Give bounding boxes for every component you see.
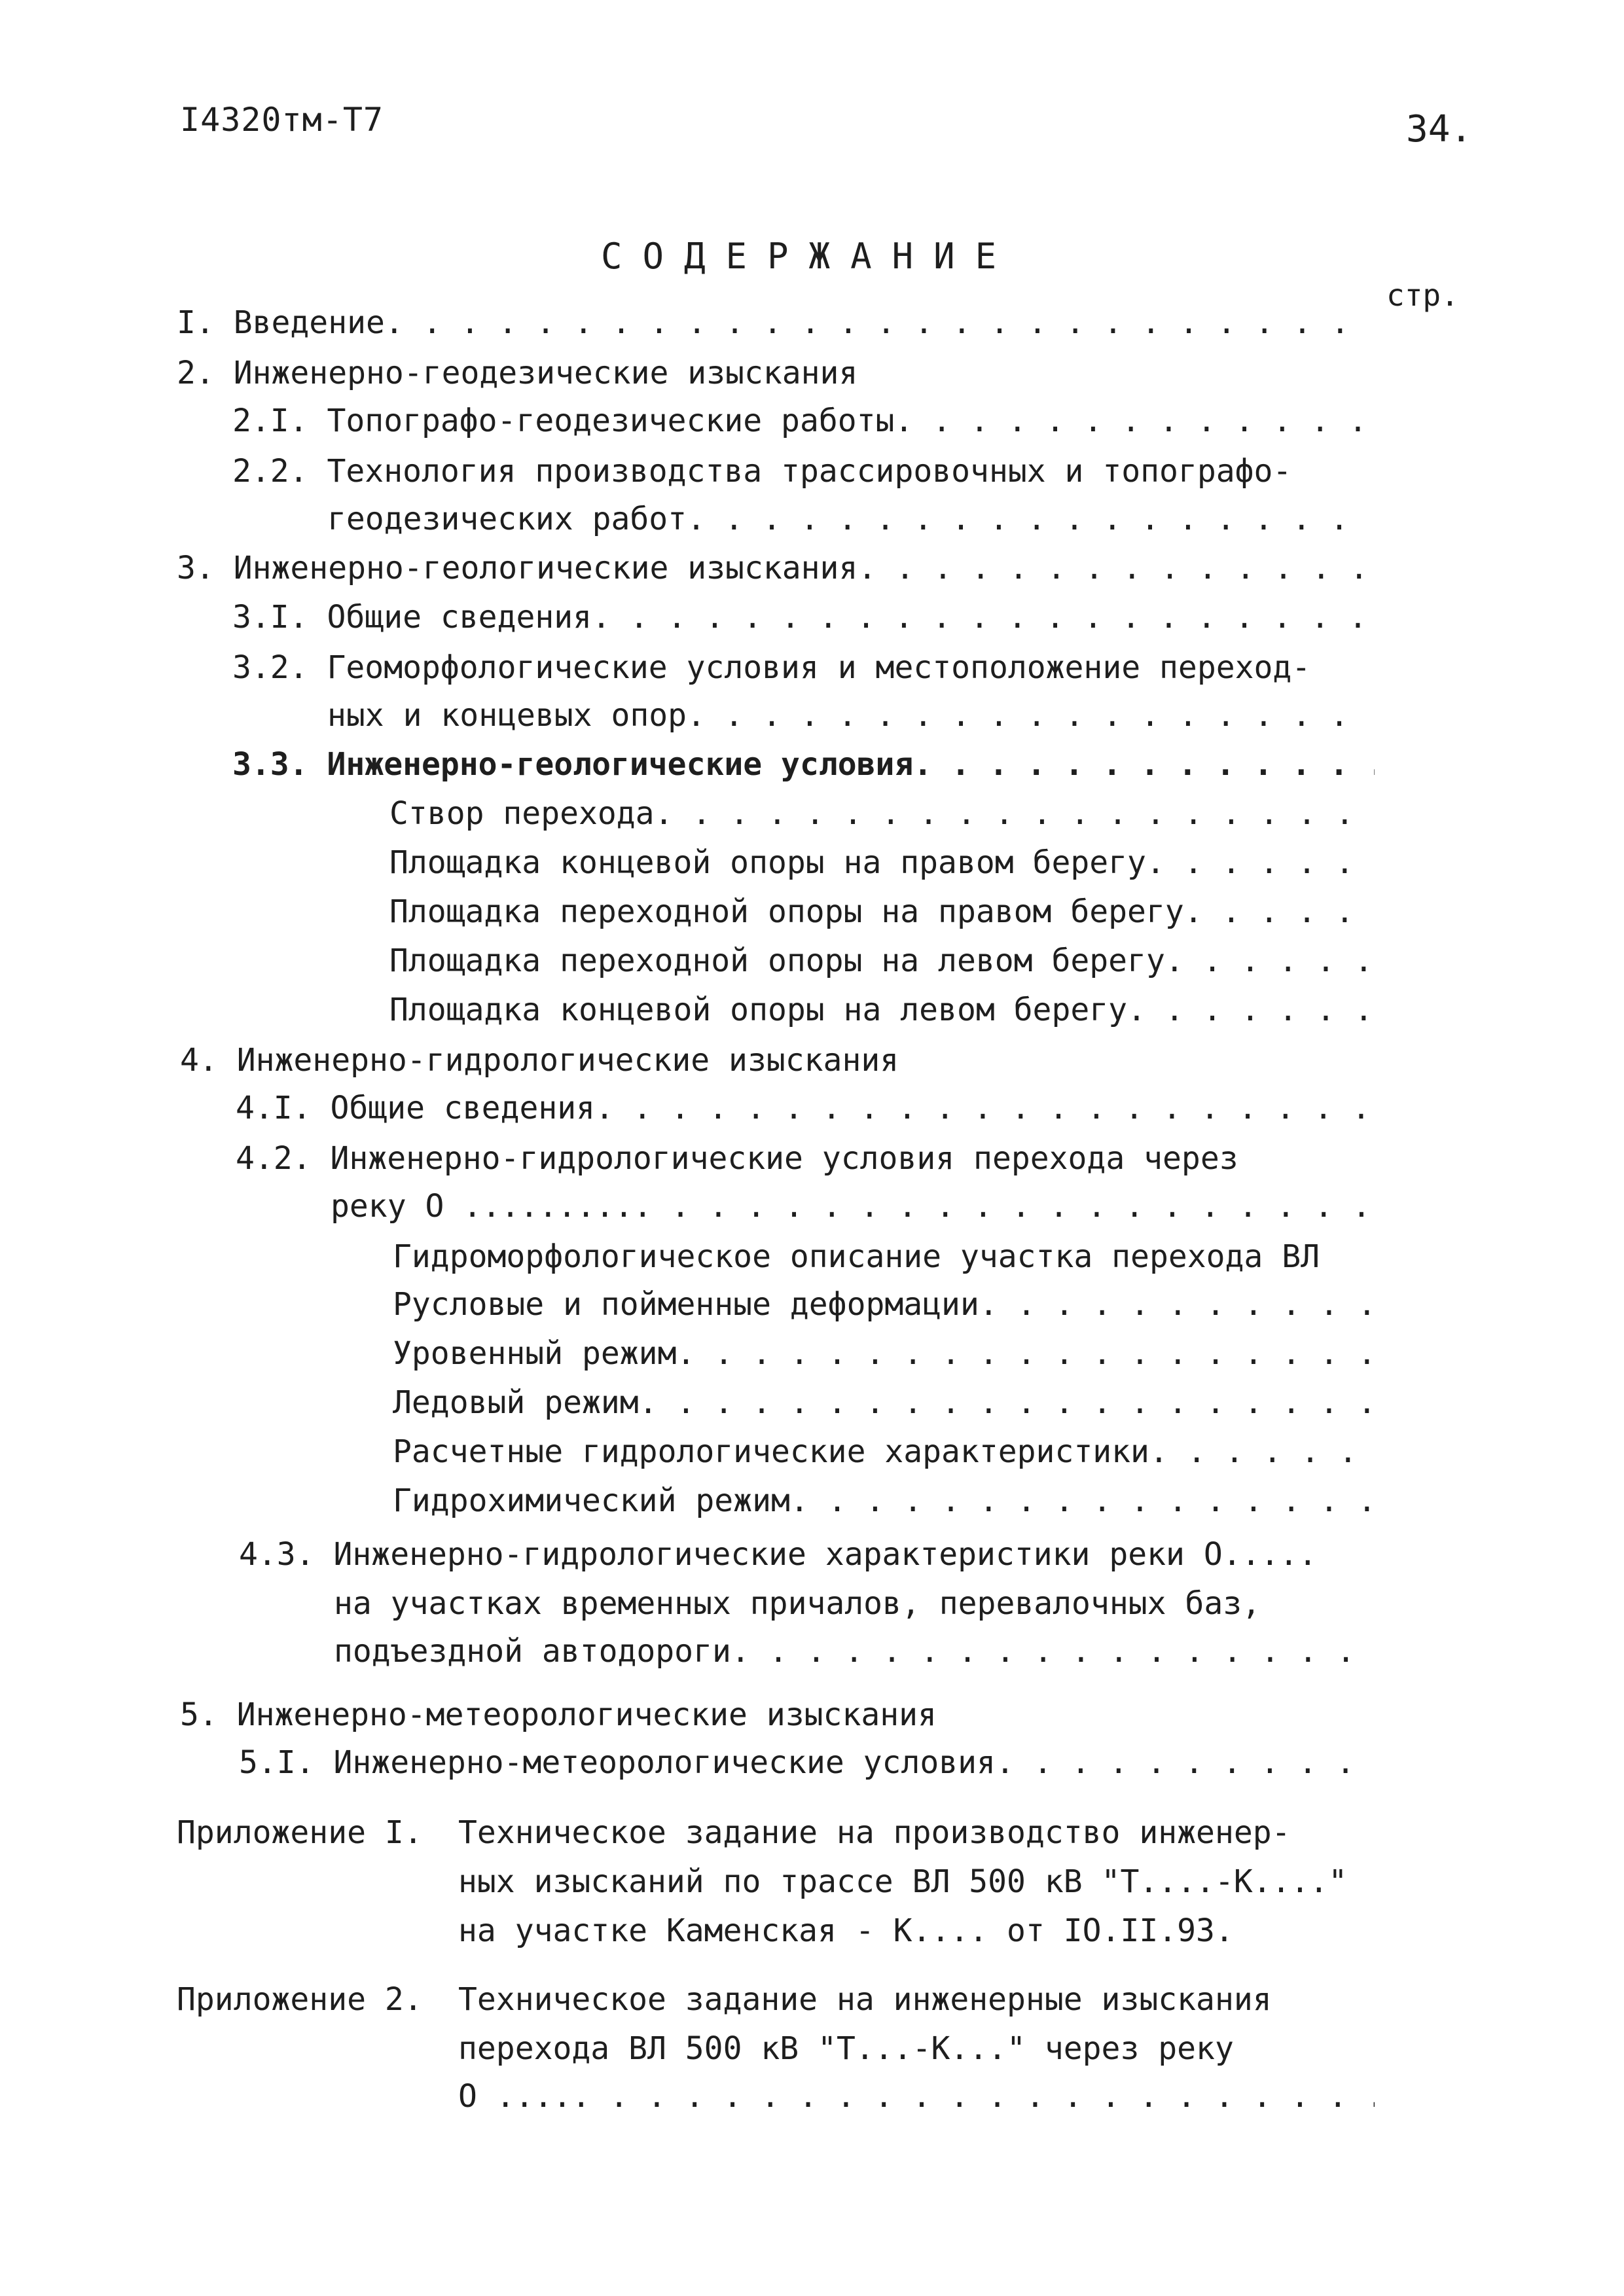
toc-entry xyxy=(393,1433,1375,1473)
appendix-line: Техническое задание на инженерные изыскания xyxy=(458,1981,1272,2018)
toc-entry-text: Русловые и пойменные деформации xyxy=(393,1286,979,1323)
toc-entry-text: реку О ......... xyxy=(331,1188,634,1225)
toc-entry xyxy=(236,1090,1375,1129)
toc-entry xyxy=(389,844,1375,884)
toc-entry xyxy=(393,1286,1375,1325)
toc-entry-text: 2.I. Топографо-геодезические работы xyxy=(232,403,895,439)
toc-entry-text: 3. Инженерно-геологические изыскания xyxy=(177,550,858,586)
toc-entry-text: подъездной автодороги xyxy=(334,1633,731,1670)
toc-entry xyxy=(239,1744,1375,1784)
toc-entry-text: Ледовый режим xyxy=(393,1384,639,1421)
toc-entry: Гидроморфологическое описание участка перехода ВЛ xyxy=(393,1238,1320,1275)
toc-entry-text: I. Введение xyxy=(177,304,385,341)
toc-entry-text: 5.I. Инженерно-метеорологические условия xyxy=(239,1744,996,1781)
toc-entry-text: Площадка концевой опоры на правом берегу xyxy=(389,844,1146,881)
toc-entry xyxy=(393,1384,1375,1424)
toc-entry-text: Площадка переходной опоры на правом берегу xyxy=(389,893,1184,930)
toc-entry: на участках временных причалов, перевалочных баз, xyxy=(334,1585,1261,1622)
toc-entry-text: 4.I. Общие сведения xyxy=(236,1090,596,1126)
toc-entry-text: 3.3. Инженерно-геологические условия xyxy=(232,746,914,783)
toc-entry-text: Площадка переходной опоры на левом берегу xyxy=(389,942,1165,979)
toc-entry xyxy=(232,403,1375,442)
toc-entry xyxy=(331,1188,1375,1227)
toc-entry xyxy=(327,501,1375,540)
toc-entry-text: ных и концевых опор xyxy=(327,697,687,734)
toc-entry-text: Расчетные гидрологические характеристики xyxy=(393,1433,1149,1470)
toc-entry xyxy=(389,992,1375,1031)
toc-entry-text: геодезических работ xyxy=(327,501,687,537)
toc-entry-text: 3.I. Общие сведения xyxy=(232,599,592,636)
toc-entry-text: Створ перехода xyxy=(389,795,655,832)
appendix-line: Техническое задание на производство инженер- xyxy=(458,1814,1291,1851)
appendix-label: Приложение I. xyxy=(177,1814,423,1851)
appendix-line: перехода ВЛ 500 кВ "Т...-К..." через реку xyxy=(458,2030,1234,2067)
appendix-label: Приложение 2. xyxy=(177,1981,423,2018)
toc-entry xyxy=(389,893,1375,933)
appendix-line: на участке Каменская - К.... от IO.II.93. xyxy=(458,1912,1234,1949)
toc-entry xyxy=(177,304,1375,344)
page-column-label: стр. xyxy=(1386,278,1459,313)
toc-entry xyxy=(334,1633,1375,1672)
page-title: СОДЕРЖАНИЕ xyxy=(601,236,1017,277)
toc-entry: 2.2. Технология производства трассировочных и топографо- xyxy=(232,453,1292,490)
toc-entry xyxy=(389,942,1375,982)
toc-entry xyxy=(389,795,1375,834)
page-number: 34. xyxy=(1406,108,1473,151)
document-code: I4320тм-Т7 xyxy=(180,101,384,139)
toc-entry xyxy=(393,1482,1375,1522)
appendix-line: ных изысканий по трассе ВЛ 500 кВ "Т....-К...." xyxy=(458,1863,1348,1900)
toc-entry: 3.2. Геоморфологические условия и местоположение переход- xyxy=(232,649,1311,686)
toc-entry xyxy=(327,697,1375,736)
toc-entry-text: Площадка концевой опоры на левом берегу xyxy=(389,992,1128,1028)
toc-entry xyxy=(393,1335,1375,1374)
toc-entry xyxy=(232,746,1375,785)
toc-entry xyxy=(177,550,1375,589)
toc-entry-text: Гидрохимический режим xyxy=(393,1482,790,1519)
toc-entry xyxy=(232,599,1375,638)
toc-entry-text: Уровенный режим xyxy=(393,1335,677,1372)
toc-entry: 4.2. Инженерно-гидрологические условия перехода через xyxy=(236,1140,1238,1177)
toc-entry: 4.3. Инженерно-гидрологические характеристики реки О..... xyxy=(239,1536,1318,1573)
toc-entry: 5. Инженерно-метеорологические изыскания xyxy=(180,1696,937,1733)
appendix-line xyxy=(458,2078,1375,2117)
toc-entry: 4. Инженерно-гидрологические изыскания xyxy=(180,1042,899,1079)
appendix-line-text: О .... xyxy=(458,2078,572,2115)
toc-entry: 2. Инженерно-геодезические изыскания xyxy=(177,355,858,391)
